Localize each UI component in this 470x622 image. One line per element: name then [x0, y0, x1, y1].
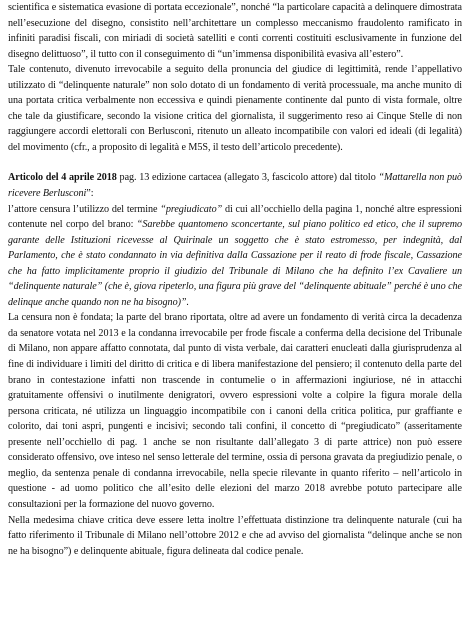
- paragraph-legal-assessment: [8, 62, 462, 155]
- paragraph-ruling: [8, 310, 462, 512]
- article-heading-paragraph: [8, 170, 462, 201]
- paragraph-sentence-excerpt: [8, 0, 462, 62]
- article-title-close: ”:: [86, 188, 94, 200]
- paragraph-text: Tale contenuto, divenuto irrevocabile a seguito della pronuncia del giudice di legittimità, rende l’appellativo utilizzato di “delinquente naturale” non solo dotato di un fondamento di verità processuale, ma anche munito di una portata critica verbalmente non eccessiva e quindi pienamente continente dal punto di vista formale, oltre che tale da giustificare, secondo la visione critica del giornalista, il suggerimento reso ai Cinque Stelle di non raggiungere accordi elettorali con Berlusconi, ritenuto un alleato incompatibile con valori ed ideali (di legalità) del movimento (cfr., a proposito di legalità e M5S, il testo dell’articolo precedente).: [8, 64, 462, 153]
- document-page: [8, 0, 462, 559]
- paragraph-text: l’attore censura l’utilizzo del termine: [8, 203, 161, 215]
- paragraph-text: La censura non è fondata; la parte del brano riportata, oltre ad avere un fondamento di verità circa la decadenza da senatore votata nel 2013 e la condanna irrevocabile per frode fiscale a conferma della decisione del Tribunale di Milano, non appare affatto connotata, dal punto di vista verbale, dai caratteri enucleati dalla giurisprudenza al fine di individuare i limiti del diritto di critica e di libera manifestazione del pensiero; il contenuto della parte del brano in contestazione infatti non trascende in contumelie o in affermazioni ingiuriose, né in attacchi gratuitamente offensivi o inutilmente denigratori, ovvero espressioni volte a colpire la figura morale della persona criticata, né utilizza un linguaggio incompatibile con i canoni della critica politica, pur graffiante e colorito, dai toni aspri, pungenti e incisivi; secondo tali confini, il concetto di “pregiudicato” (asseritamente presente nell’occhiello di pag. 1 anche se non risultante dall’allegato 3 di parte attrice) non può essere considerato offensivo, ove inteso nel senso letterale del termine, ossia di persona gravata da pregiudizio penale, o meglio, da sentenza penale di condanna irrevocabile, nella specie rilevante in quanto riferito – nell’articolo in questione - ad uomo politico che all’esito delle elezioni del marzo 2018 avrebbe potuto partecipare alle consultazioni per la formazione del nuovo governo.: [8, 312, 462, 510]
- paragraph-distinction: [8, 513, 462, 560]
- quoted-passage: “Sarebbe quantomeno sconcertante, sul piano politico ed etico, che il supremo garante delle Istituzioni ricevesse al Quirinale un soggetto che è stato estromesso, per indegnità, dal Parlamento, che è stato condannato in via definitiva dalla Cassazione per il reato di frode fiscale, Cassazione che ha fatto implicitamente proprio il giudizio del Tribunale di Milano che ha definito l’ex Cavaliere un “delinquente naturale” (che è, giova ripeterlo, una figura più grave del “delinquente abituale” perché è uno che delinque anche quando non ne ha bisogno)”.: [8, 219, 463, 308]
- paragraph-text: di cui all’occhiello della pagina 1, nonché altre espressioni contenute nel corpo del brano:: [8, 203, 462, 231]
- quoted-term: “pregiudicato”: [160, 203, 223, 215]
- article-date-heading: Articolo del 4 aprile 2018: [8, 172, 117, 184]
- paragraph-text: Nella medesima chiave critica deve essere letta inoltre l’effettuata distinzione tra delinquente naturale (cui ha fatto riferimento il Tribunale di Milano nell’ottobre 2012 e che ad avviso del giornalista “delinque anche se non ne ha bisogno”) e delinquente abituale, figura delineata dal codice penale.: [8, 514, 462, 557]
- paragraph-claim: [8, 202, 462, 311]
- article-title: “Mattarella non può ricevere Berlusconi: [8, 172, 462, 200]
- article-reference-text: pag. 13 edizione cartacea (allegato 3, fascicolo attore) dal titolo: [116, 172, 379, 184]
- paragraph-text: scientifica e sistematica evasione di portata eccezionale”, nonché “la particolare capacità a delinquere dimostrata nell’esecuzione del disegno, consistito nell’architettare un complesso meccanismo fraudolento ramificato in infiniti paradisi fiscali, con miriadi di società satelliti e conti correnti costituiti esclusivamente in funzione del disegno delittuoso”, il tutto con il conseguimento di “un’immensa disponibilità evasiva all’estero”.: [8, 2, 462, 60]
